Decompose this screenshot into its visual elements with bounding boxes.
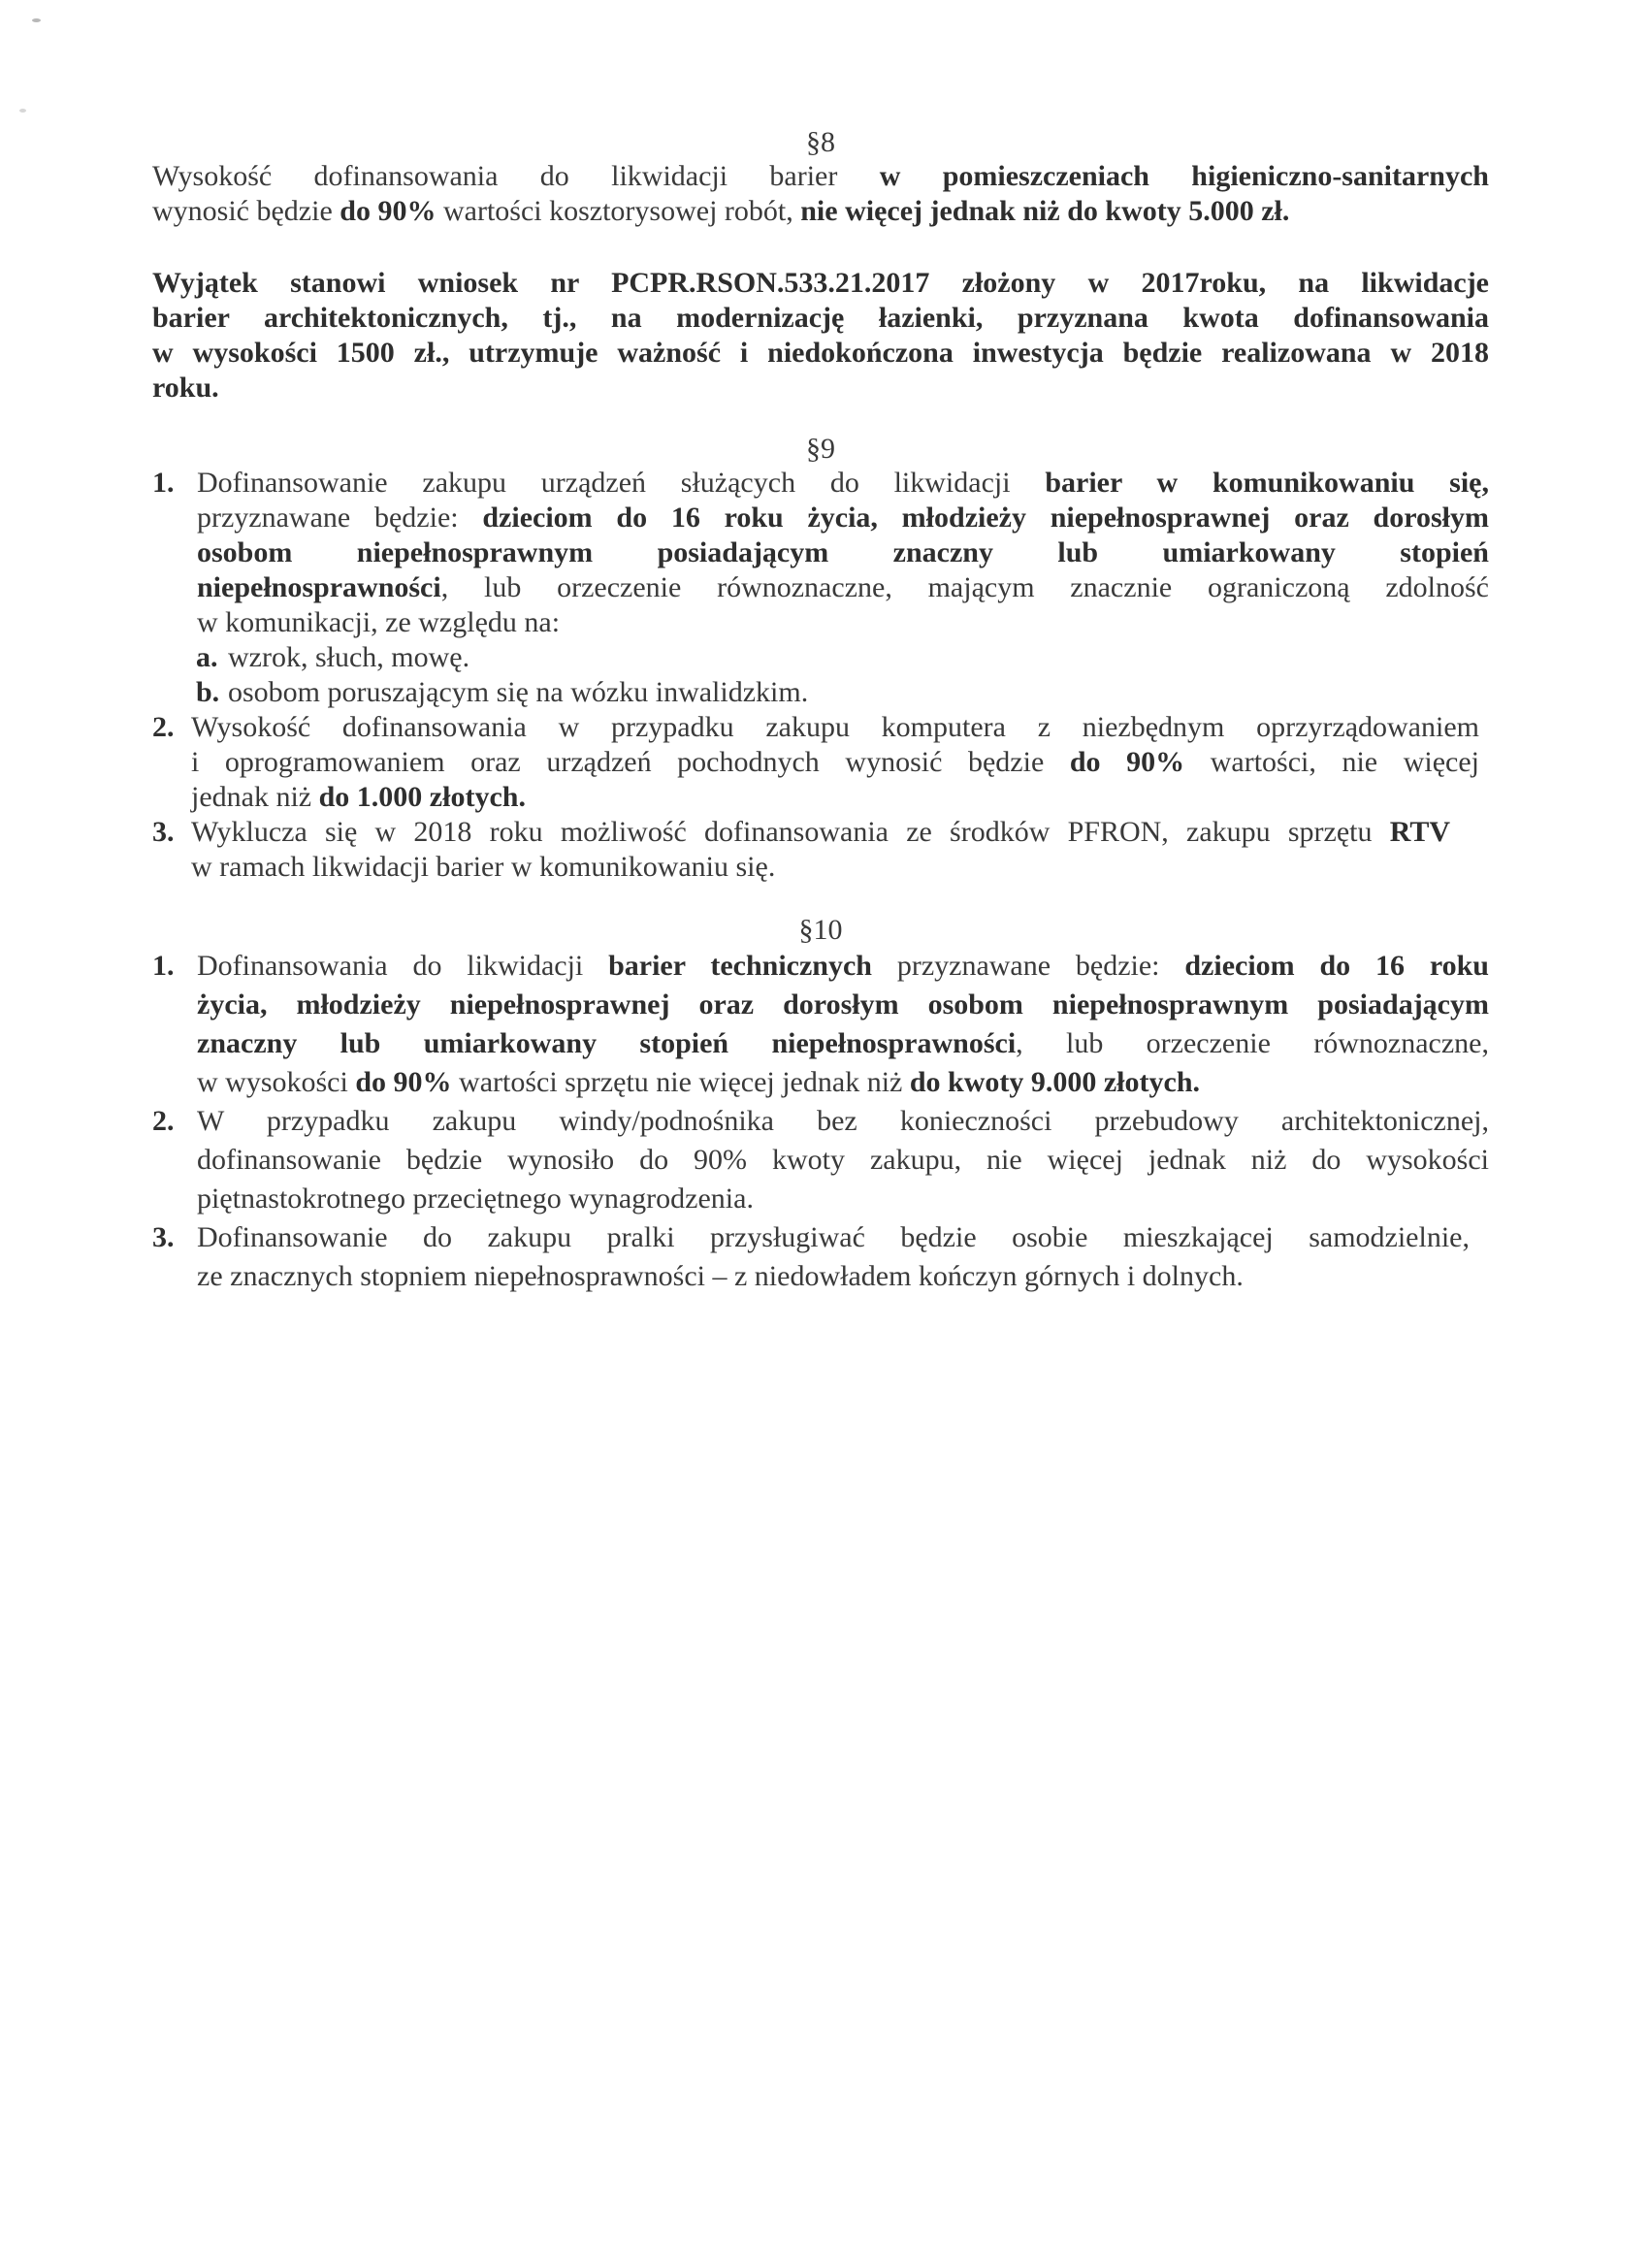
section-8-paragraph-1 (152, 159, 1489, 229)
item-number: 3. (152, 1221, 175, 1253)
bold-text-run: w wysokości 1500 zł., utrzymuje ważność i niedokończona inwestycja będzie realizowana w 2018 (152, 337, 1489, 369)
text-line (197, 1102, 1489, 1141)
section-9-item-3 (152, 815, 1489, 885)
text-line (197, 466, 1489, 501)
item-number: 1. (152, 467, 175, 499)
section-9-item-1 (152, 466, 1489, 640)
text-line (152, 301, 1489, 336)
bold-text-run: do 90% (1069, 746, 1185, 778)
text-line (152, 266, 1489, 301)
text-run: i oprogramowaniem oraz urządzeń pochodnych wynosić będzie (191, 746, 1070, 778)
text-line (197, 947, 1489, 986)
text-line (197, 1257, 1470, 1296)
bold-text-run: nie więcej jednak niż do kwoty 5.000 zł. (800, 195, 1290, 227)
text-line (197, 501, 1489, 535)
text-run: Wyklucza się w 2018 roku możliwość dofinansowania ze środków PFRON, zakupu sprzętu (191, 816, 1390, 848)
bold-text-run: w pomieszczeniach higieniczno-sanitarnych (879, 160, 1489, 192)
bold-text-run: do 1.000 złotych. (318, 781, 526, 813)
item-body (197, 1218, 1470, 1296)
text-run: jednak niż (191, 781, 319, 813)
section-10-item-2 (152, 1102, 1489, 1218)
bold-text-run: osobom niepełnosprawnym posiadającym znaczny lub umiarkowany stopień (197, 536, 1489, 568)
scan-speck (32, 18, 41, 22)
text-run: w komunikacji, ze względu na: (197, 606, 561, 638)
text-line (197, 1218, 1470, 1257)
text-run: wynosić będzie (152, 195, 340, 227)
scan-speck (19, 109, 26, 113)
bold-text-run: dzieciom do 16 roku życia, młodzieży niepełnosprawnej oraz dorosłym (482, 502, 1489, 534)
section-title: §9 (806, 433, 835, 465)
text-line (197, 1180, 1489, 1218)
subitem-b (196, 675, 1489, 710)
bold-text-run: życia, młodzieży niepełnosprawnej oraz dorosłym osobom niepełnosprawnym posiadającym (197, 988, 1489, 1021)
section-title: §8 (806, 126, 835, 158)
bold-text-run: RTV (1389, 816, 1450, 848)
bold-text-run: barier architektonicznych, tj., na modernizację łazienki, przyznana kwota dofinansowania (152, 302, 1489, 334)
text-run: Wysokość dofinansowania w przypadku zakupu komputera z niezbędnym oprzyrządowaniem (191, 711, 1479, 743)
text-run: Wysokość dofinansowania do likwidacji barier (152, 160, 880, 192)
text-run: wartości kosztorysowej robót, (436, 195, 801, 227)
subitem-text: osobom poruszającym się na wózku inwalidzkim. (228, 676, 809, 708)
text-run: piętnastokrotnego przeciętnego wynagrodzenia. (197, 1183, 754, 1215)
bold-text-run: roku. (152, 372, 219, 404)
text-run: Dofinansowanie do zakupu pralki przysługiwać będzie osobie mieszkającej samodzielnie, (197, 1221, 1470, 1253)
text-line (191, 710, 1479, 745)
subitem-letter: a. (196, 641, 218, 673)
subitem-a (196, 640, 1489, 675)
text-run: w ramach likwidacji barier w komunikowaniu się. (191, 851, 776, 883)
section-9-item-2 (152, 710, 1489, 815)
subitem-letter: b. (196, 676, 220, 708)
item-body (197, 1102, 1489, 1218)
text-line (197, 535, 1489, 570)
item-number: 2. (152, 1105, 175, 1137)
item-body (197, 947, 1489, 1102)
text-line (197, 1141, 1489, 1180)
bold-text-run: dzieciom do 16 roku (1184, 950, 1489, 982)
item-body (197, 466, 1489, 640)
text-run: dofinansowanie będzie wynosiło do 90% kwoty zakupu, nie więcej jednak niż do wysokości (197, 1144, 1489, 1176)
text-line (152, 336, 1489, 371)
bold-text-run: do 90% (355, 1066, 452, 1098)
text-run: ze znacznych stopniem niepełnosprawności – z niedowładem kończyn górnych i dolnych. (197, 1260, 1244, 1292)
text-run: , lub orzeczenie równoznaczne, mającym znacznie ograniczoną zdolność (440, 571, 1489, 603)
text-line (197, 605, 1489, 640)
text-line (191, 850, 1450, 885)
text-line (197, 570, 1489, 605)
bold-text-run: do 90% (340, 195, 436, 227)
section-title: §10 (798, 914, 843, 946)
text-line (197, 986, 1489, 1024)
text-line (191, 745, 1479, 780)
item-body (191, 710, 1479, 815)
text-line (191, 815, 1450, 850)
text-run: W przypadku zakupu windy/podnośnika bez konieczności przebudowy architektonicznej, (197, 1105, 1489, 1137)
section-10-item-1 (152, 947, 1489, 1102)
text-run: wartości, nie więcej (1184, 746, 1479, 778)
text-line (191, 780, 1479, 815)
text-run: Dofinansowania do likwidacji (197, 950, 609, 982)
text-run: Dofinansowanie zakupu urządzeń służących do likwidacji (197, 467, 1046, 499)
item-number: 1. (152, 950, 175, 982)
text-run: przyznawane będzie: (197, 502, 483, 534)
bold-text-run: barier technicznych (608, 950, 872, 982)
bold-text-run: znaczny lub umiarkowany stopień niepełnosprawności (197, 1027, 1017, 1059)
document-page (152, 126, 1489, 1296)
text-run: wartości sprzętu nie więcej jednak niż (451, 1066, 910, 1098)
bold-text-run: Wyjątek stanowi wniosek nr PCPR.RSON.533.21.2017 złożony w 2017roku, na likwidacje (152, 267, 1489, 299)
text-line (152, 159, 1489, 194)
section-8-paragraph-2 (152, 266, 1489, 405)
bold-text-run: barier w komunikowaniu się, (1045, 467, 1489, 499)
text-run: przyznawane będzie: (872, 950, 1185, 982)
section-10-item-3 (152, 1218, 1489, 1296)
item-number: 2. (152, 711, 175, 743)
item-number: 3. (152, 816, 175, 848)
bold-text-run: niepełnosprawności (197, 571, 441, 603)
text-line (197, 1024, 1489, 1063)
text-line (197, 1063, 1489, 1102)
text-line (152, 371, 1489, 405)
text-run: , lub orzeczenie równoznaczne, (1016, 1027, 1489, 1059)
bold-text-run: do kwoty 9.000 złotych. (909, 1066, 1201, 1098)
text-line (152, 194, 1489, 229)
subitem-text: wzrok, słuch, mowę. (228, 641, 470, 673)
text-run: w wysokości (197, 1066, 356, 1098)
item-body (191, 815, 1450, 885)
